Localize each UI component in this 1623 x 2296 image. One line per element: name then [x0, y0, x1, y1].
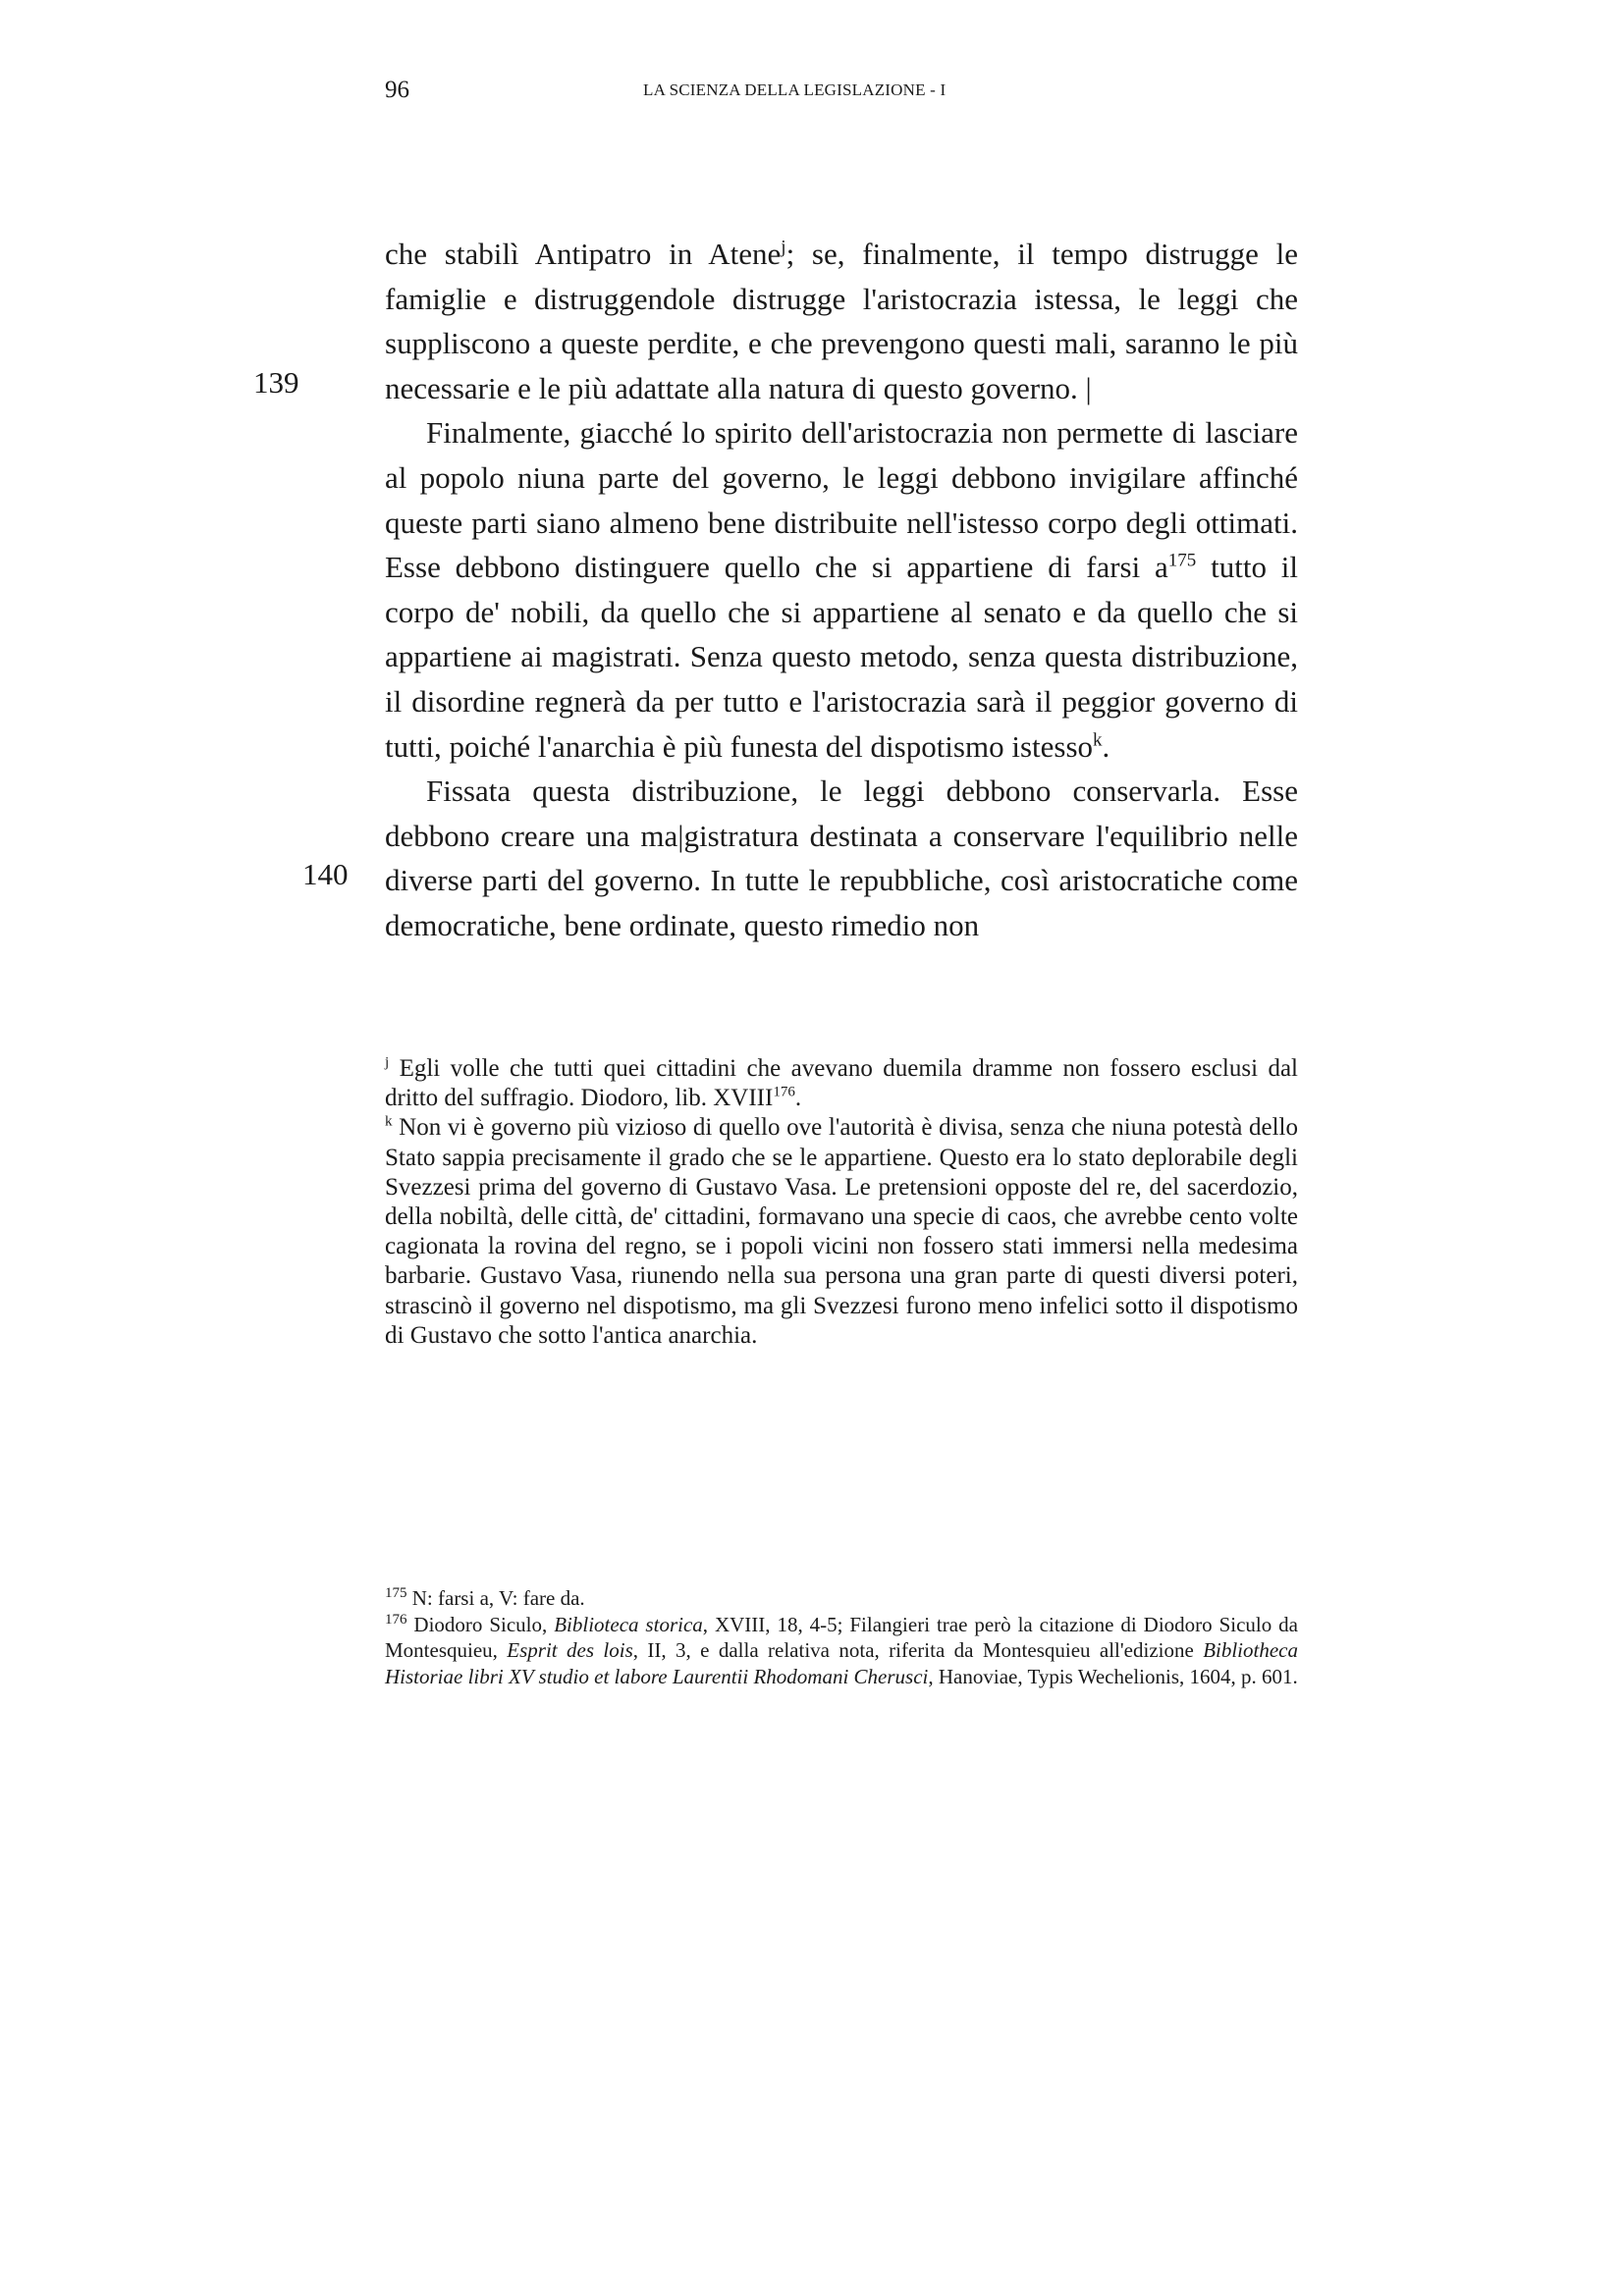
note-marker-175: 175	[1167, 550, 1197, 571]
note-marker-k: k	[1093, 729, 1103, 751]
footnote-mark: 176	[385, 1611, 407, 1628]
footnote-j: $^j$ Egli volle che tutti quei cittadini che avevano duemila dramme non fossero esclusi dal dritto del suffragio. Diodoro, lib. XVIII$^{176}$.	[385, 1054, 1298, 1112]
italic-title: Bibliotheca Historiae libri XV studio et labore Laurentii Rhodomani Cherusci	[385, 1638, 1298, 1688]
italic-title: Biblioteca storica	[554, 1612, 703, 1636]
editorial-footnotes	[385, 1585, 1298, 1689]
footnote-mark: j	[385, 1054, 390, 1071]
running-title: LA SCIENZA DELLA LEGISLAZIONE - I	[643, 80, 947, 99]
footnote-ref-176: 176	[773, 1084, 795, 1100]
footnote-mark: 175	[385, 1585, 407, 1601]
author-footnotes	[385, 1054, 1298, 1351]
editorial-note-175: $^{175}$ N: farsi a, V: fare da.	[385, 1585, 585, 1610]
paragraph-2: Finalmente, giacché lo spirito dell'aristocrazia non permette di lasciare al popolo niuna parte del governo, le leggi debbono invigilare affinché queste parti siano almeno bene distribuite nell'istesso corpo degli ottimati. Esse debbono distinguere quello che si appartiene di farsi $a^{175}$ tutto il corpo de' nobili, da quello che si appartiene al senato e da quello che si appartiene ai magistrati. Senza questo metodo, senza questa distribuzione, il disordine regnerà da per tutto e l'aristocrazia sarà il peggior governo di tutti, poiché l'anarchia è più funesta del dispotismo istesso$^k$.	[385, 415, 1298, 764]
italic-title: Esprit des lois	[507, 1638, 633, 1662]
paragraph-3: Fissata questa distribuzione, le leggi debbono conservarla. Esse debbono creare una ma|gistratura destinata a conservare l'equilibrio nelle diverse parti del governo. In tutte le repubbliche, così aristocratiche come democratiche, bene ordinate, questo rimedio non	[385, 774, 1298, 942]
margin-reference-139: 139	[253, 365, 299, 400]
page-number: 96	[385, 77, 409, 103]
footnote-mark: k	[385, 1114, 393, 1131]
footnote-k: $^k$ Non vi è governo più vizioso di quello ove l'autorità è divisa, senza che niuna potestà dello Stato sappia precisamente il grado che se le appartiene. Questo era lo stato deplorabile degli Svezzesi prima del governo di Gustavo Vasa. Le pretensioni opposte del re, del sacerdozio, della nobiltà, delle città, de' cittadini, formavano una specie di caos, che avrebbe cento volte cagionata la rovina del regno, se i popoli vicini non fossero stati immersi nella medesima barbarie. Gustavo Vasa, riunendo nella sua persona una gran parte di questi diversi poteri, strascinò il governo nel dispotismo, ma gli Svezzesi furono meno infelici sotto il dispotismo di Gustavo che sotto l'antica anarchia.	[385, 1114, 1298, 1349]
editorial-note-176: $^{176}$ Diodoro Siculo, Biblioteca storica, XVIII, 18, 4-5; Filangieri trae però la citazione di Diodoro Siculo da Montesquieu, Esprit des lois, II, 3, e dalla relativa nota, riferita da Montesquieu all'edizione Bibliotheca Historiae libri XV studio et labore Laurentii Rhodomani Cherusci, Hanoviae, Typis Wechelionis, 1604, p. 601.	[385, 1611, 1298, 1688]
body-text	[385, 232, 1298, 948]
margin-reference-140: 140	[302, 857, 349, 891]
paragraph-1: che stabilì Antipatro in Atene$^j$; se, finalmente, il tempo distrugge le famiglie e distruggendole distrugge l'aristocrazia istessa, le leggi che suppliscono a queste perdite, e che prevengono questi mali, saranno le più necessarie e le più adattate alla natura di questo governo. |	[385, 237, 1298, 405]
note-marker-j: j	[781, 237, 786, 258]
